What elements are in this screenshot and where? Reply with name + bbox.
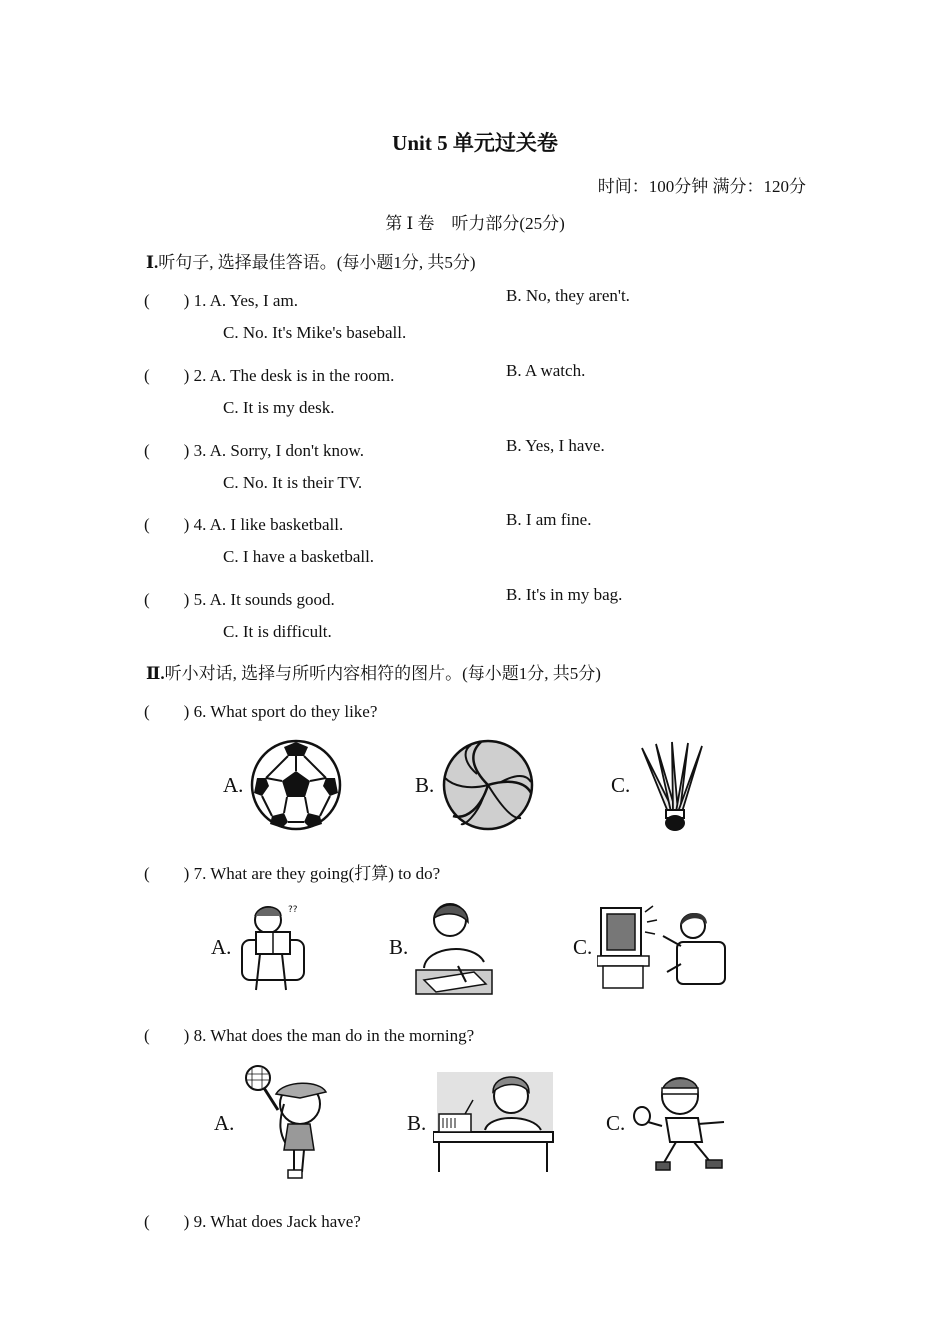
question-1-option-b: B. No, they aren't. (506, 286, 630, 305)
q7-label-a: A. (211, 935, 232, 959)
svg-text:??: ?? (288, 905, 298, 915)
question-4-option-b: B. I am fine. (506, 510, 592, 529)
q7-label-b: B. (389, 935, 409, 959)
question-1-stem: ( ) 1. A. Yes, I am. (144, 291, 298, 310)
soccer-ball-icon (250, 738, 342, 832)
question-2-stem: ( ) 2. A. The desk is in the room. (144, 366, 395, 385)
question-3-option-c: C. No. It is their TV. (223, 473, 363, 492)
radio-man-icon (433, 1066, 555, 1174)
q8-label-a: A. (214, 1111, 235, 1135)
question-5-option-b: B. It's in my bag. (506, 585, 623, 604)
question-5-option-c: C. It is difficult. (223, 622, 332, 641)
ping-pong-boy-icon (632, 1070, 736, 1174)
part-1-number: Ⅰ. (146, 253, 159, 272)
q8-label-c: C. (606, 1111, 626, 1135)
question-7-stem: ( ) 7. What are they going(打算) to do? (144, 864, 441, 883)
question-8-stem: ( ) 8. What does the man do in the morning? (144, 1026, 475, 1045)
reading-boy-icon (238, 898, 308, 994)
question-9-stem: ( ) 9. What does Jack have? (144, 1212, 361, 1231)
q6-label-b: B. (415, 773, 435, 797)
question-1-option-c: C. No. It's Mike's baseball. (223, 323, 407, 342)
q8-label-b: B. (407, 1111, 427, 1135)
exam-meta: 时间：100分钟 满分：120分 (597, 177, 806, 196)
question-5-stem: ( ) 5. A. It sounds good. (144, 590, 335, 609)
question-6-stem: ( ) 6. What sport do they like? (144, 702, 378, 721)
writing-boy-icon (414, 898, 494, 996)
question-2-option-c: C. It is my desk. (223, 398, 335, 417)
part-2-text: 听小对话, 选择与所听内容相符的图片。(每小题1分, 共5分) (164, 664, 601, 683)
q7-label-c: C. (573, 935, 593, 959)
question-4-option-c: C. I have a basketball. (223, 547, 375, 566)
question-3-option-b: B. Yes, I have. (506, 436, 605, 455)
watching-tv-girl-icon (597, 902, 729, 992)
volleyball-icon (441, 738, 535, 832)
part-1-text: 听句子, 选择最佳答语。(每小题1分, 共5分) (158, 253, 476, 272)
part-2-number: Ⅱ. (146, 664, 165, 683)
q6-label-c: C. (611, 773, 631, 797)
section-heading: 第 Ⅰ 卷 听力部分(25分) (385, 214, 565, 233)
question-2-option-b: B. A watch. (506, 361, 586, 380)
part-2-heading (146, 659, 601, 684)
q6-label-a: A. (223, 773, 244, 797)
question-3-stem: ( ) 3. A. Sorry, I don't know. (144, 441, 364, 460)
page-title: Unit 5 单元过关卷 (392, 131, 558, 155)
part-1-heading (146, 248, 476, 273)
question-4-stem: ( ) 4. A. I like basketball. (144, 515, 344, 534)
tennis-girl-icon (240, 1064, 332, 1182)
shuttlecock-icon (638, 738, 708, 834)
